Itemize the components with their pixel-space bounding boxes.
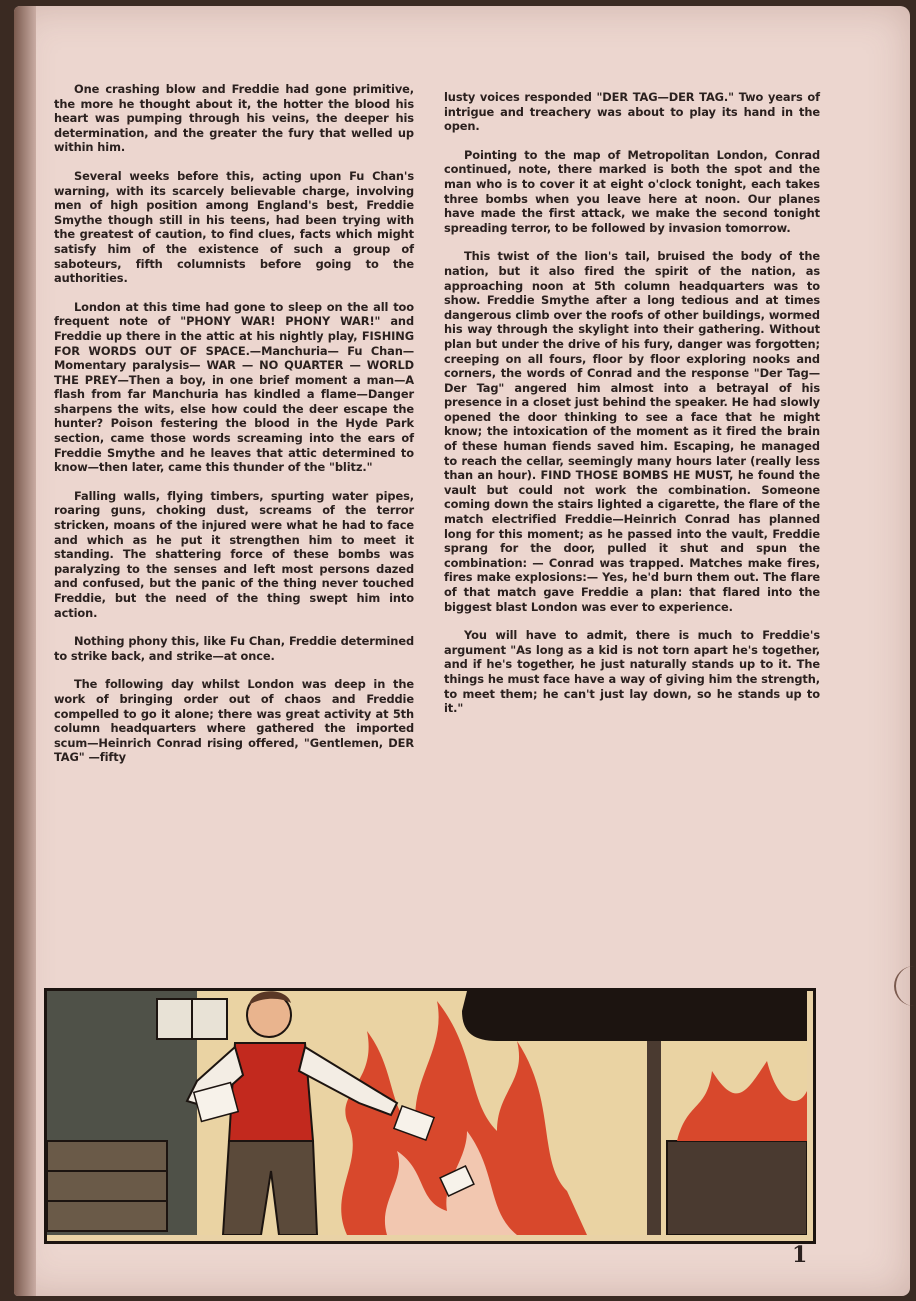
paragraph: lusty voices responded "DER TAG—DER TAG." Two years of intrigue and treachery was about to play its hand in the open. bbox=[444, 90, 820, 134]
text-column-left bbox=[54, 82, 414, 779]
paragraph: London at this time had gone to sleep on the all too frequent note of "PHONY WAR! PHONY WAR!" and Freddie up there in the attic at his nightly play, FISHING FOR WORDS OUT OF SPACE.—Manchuria— Fu Chan— Momentary paralysis— WAR — NO QUARTER — WORLD THE PREY—Then a boy, in one brief moment a man—A flash from far Manchuria has kindled a flame—Danger sharpens the wits, else how could the deer escape the hunter? Poison festering the blood in the Hyde Park section, came those words screaming into the ears of Freddie Smythe and he leaves that attic determined to know—then later, came this thunder of the "blitz." bbox=[54, 299, 414, 475]
paragraph: Pointing to the map of Metropolitan London, Conrad continued, note, there marked is both the spot and the man who is to cover it at eight o'clock tonight, each takes three bombs when you leave here at noon. Our planes have made the first attack, we make the second tonight spreading terror, to be followed by invasion tomorrow. bbox=[444, 147, 820, 235]
wooden-post bbox=[647, 1041, 661, 1235]
paragraph: One crashing blow and Freddie had gone primitive, the more he thought about it, the hotter the blood his heart was pumping through his veins, the deeper his determination, and the greater the fury that welled up within him. bbox=[54, 82, 414, 155]
paragraph: Several weeks before this, acting upon Fu Chan's warning, with its scarcely believable charge, involving men of high position among England's best, Freddie Smythe though still in his teens, had been trying with the greatest of caution, to find clues, facts which might satisfy him of the existence of such a group of saboteurs, fifth columnists before going to the authorities. bbox=[54, 168, 414, 286]
page-spine-shadow bbox=[14, 6, 36, 1296]
paragraph: You will have to admit, there is much to Freddie's argument "As long as a kid is not torn apart he's together, and if he's together, he just naturally stands up to it. The things he must face have a way of giving him the strength, to meet them; he can't just lay down, so he stands up to it." bbox=[444, 628, 820, 716]
paragraph: This twist of the lion's tail, bruised the body of the nation, but it also fired the spirit of the nation, as approaching noon at 5th column headquarters was to show. Freddie Smythe after a long tedious and at times dangerous climb over the roofs of other buildings, wormed his way through the skylight into their gathering. Without plan but under the drive of his fury, danger was forgotten; creeping on all fours, floor by floor exploring nooks and corners, the words of Conrad and the response "Der Tag—Der Tag" angered him almost into a betrayal of his presence in a closet just behind the speaker. He had slowly opened the door thinking to see a face that he might know; the intoxication of the moment as it fired the brain of these human fiends saved him. Escaping, he managed to reach the cellar, seemingly many hours later (really less than an hour). FIND THOSE BOMBS HE MUST, he found the vault but could not work the combination. Someone coming down the stairs lighted a cigarette, the flare of the match electrified Freddie—Heinrich Conrad has planned long for this moment; as he passed into the vault, Freddie sprang for the door, pulled it shut and spun the combination: — Conrad was trapped. Matches make fires, fires make explosions:— Yes, he'd burn them out. The flare of that match gave Freddie a plan: that flared into the biggest blast London was ever to experience. bbox=[444, 249, 820, 614]
illustration-panel bbox=[44, 988, 816, 1244]
page-number: 1 bbox=[792, 1242, 808, 1268]
paragraph: The following day whilst London was deep in the work of bringing order out of chaos and Freddie compelled to go it alone; there was great activity at 5th column headquarters where gathered the imported scum—Heinrich Conrad rising offered, "Gentlemen, DER TAG" —fifty bbox=[54, 677, 414, 765]
comic-page bbox=[14, 6, 910, 1296]
page-edge-curl bbox=[894, 966, 916, 1006]
fire-scene-illustration bbox=[47, 991, 807, 1235]
crate bbox=[47, 1141, 167, 1231]
burning-crate bbox=[667, 1141, 807, 1235]
character-vest bbox=[229, 1043, 313, 1141]
overhead-pipe bbox=[462, 991, 807, 1041]
text-column-right bbox=[444, 90, 820, 730]
paragraph: Falling walls, flying timbers, spurting water pipes, roaring guns, choking dust, screams of the terror stricken, moans of the injured were what he had to face and which as he put it strengthen him to meet it standing. The shattering force of these bombs was paralyzing to the senses and left most persons dazed and confused, but the panic of the thing never touched Freddie, but the need of the thing swept him into action. bbox=[54, 488, 414, 620]
paragraph: Nothing phony this, like Fu Chan, Freddie determined to strike back, and strike—at once. bbox=[54, 634, 414, 663]
